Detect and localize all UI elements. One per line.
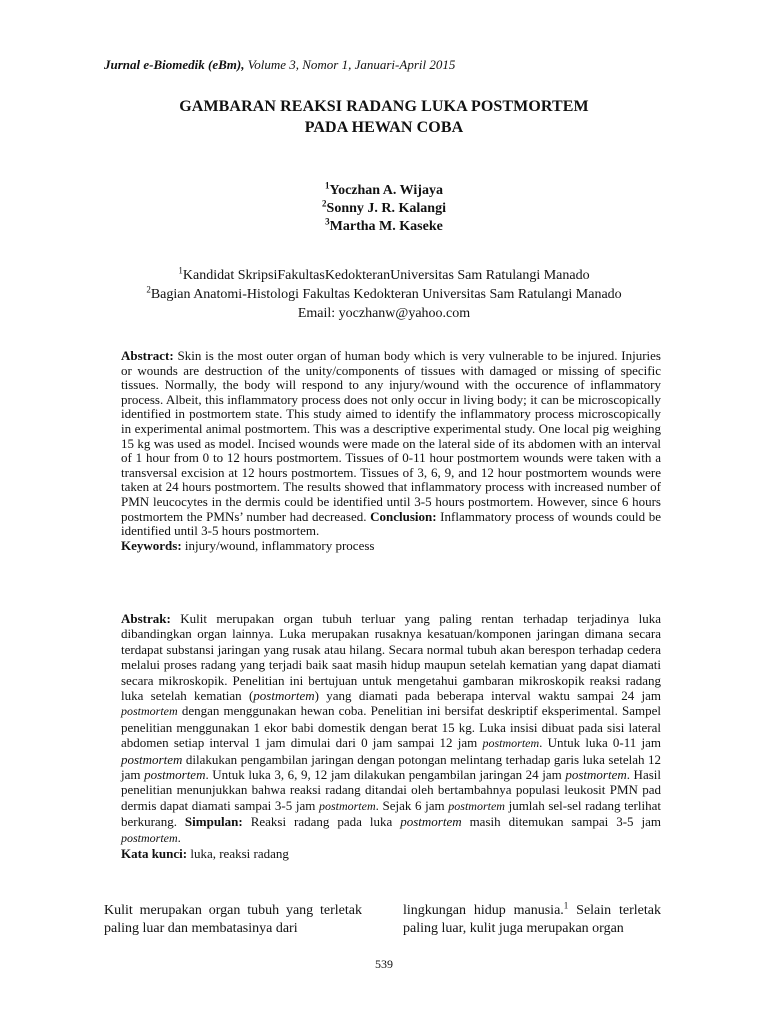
journal-header bbox=[104, 57, 455, 73]
simpulan-label: Simpulan: bbox=[184, 814, 243, 830]
abstract-english bbox=[121, 349, 661, 553]
email: Email: yoczhanw@yahoo.com bbox=[297, 306, 471, 321]
keywords-label: Keywords: bbox=[121, 537, 182, 553]
kata-kunci: Kata kunci: luka, reaksi radang bbox=[121, 846, 289, 862]
author: $^2$Sonny J. R. Kalangi bbox=[322, 198, 446, 216]
abstract-body: Abstract: Skin is the most outer organ of human body which is very vulnerable to be injured. Injuries or wounds are destruction of the unity/components of tissues with damaged or missing of specific tissues. Normally, the body will respond to any injury/wound with the occurence of inflammatory process. Albeit, this inflammatory process does not only occur in living body; it can be microscopically identified in postmortem state. This study aimed to identify the inflammatory process microscopically in experimental animal postmortem. This was a descriptive experimental study. One local pig weighing 15 kg was used as model. Incised wounds were made on the lateral side of its abdomen with an interval of 1 hour from 0 to 12 hours postmortem. Tissues of 0-11 hour postmortem wounds were taken with a transversal excision at 12 hours postmortem. Tissues of 3, 6, 9, and 12 hour postmortem wounds were taken at 24 hours postmortem. The results showed that inflammatory process with increased number of PMN leucocytes in the dermis could be identified until 3-5 hours postmortem. However, since 6 hours postmortem the PMNs’ number had decreased. Conclusion: Inflammatory process of wounds could be identified until 3-5 hours postmortem. bbox=[121, 348, 662, 539]
paper-title bbox=[0, 96, 768, 138]
author: $^1$Yoczhan A. Wijaya bbox=[325, 180, 443, 198]
journal-issue: Volume 3, Nomor 1, Januari-April 2015 bbox=[244, 57, 456, 72]
abstract-label: Abstract: bbox=[121, 348, 174, 363]
abstract-indonesian bbox=[121, 611, 661, 862]
page-number: 539 bbox=[375, 957, 393, 971]
body-column-left: Kulit merupakan organ tubuh yang terletak paling luar dan membatasinya dari bbox=[104, 903, 362, 936]
author: $^3$Martha M. Kaseke bbox=[325, 216, 443, 234]
abstrak-label: Abstrak: bbox=[121, 611, 171, 626]
affiliation: $^2$Bagian Anatomi-Histologi Fakultas Kedokteran Universitas Sam Ratulangi Manado bbox=[146, 284, 622, 302]
conclusion-label: Conclusion: bbox=[370, 508, 437, 524]
title-line-1: GAMBARAN REAKSI RADANG LUKA POSTMORTEM bbox=[179, 98, 589, 115]
journal-name: Jurnal e-Biomedik (eBm), bbox=[104, 57, 245, 72]
affiliations bbox=[0, 266, 768, 323]
kata-kunci-label: Kata kunci: bbox=[121, 846, 188, 862]
body-column-right: lingkungan hidup manusia.$^1$ Selain terletak paling luar, kulit juga merupakan organ bbox=[403, 900, 661, 936]
affiliation: $^1$Kandidat SkripsiFakultasKedokteranUniversitas Sam Ratulangi Manado bbox=[178, 265, 590, 283]
abstrak-body: Abstrak: Kulit merupakan organ tubuh terluar yang paling rentan terhadap terjadinya luka dibandingkan organ lainnya. Luka merupakan rusaknya kesatuan/komponen jaringan dimana secara terdapat substansi jaringan yang rusak atau hilang. Secara normal tubuh akan berespon terhadap cedera melalui proses radang yang terjadi baik saat masih hidup maupun setelah kematian yang dapat diamati secara mikroskopik. Penelitian ini bertujuan untuk mengetahui gambaran mikroskopik reaksi radang luka setelah kematian (postmortem) yang diamati pada beberapa interval waktu sampai 24 jam postmortem dengan menggunakan hewan coba. Penelitian ini bersifat deskriptif eksperimental. Sampel penelitian menggunakan 1 ekor babi domestik dengan berat 15 kg. Luka insisi dibuat pada sisi lateral abdomen setiap interval 1 jam dimulai dari 0 jam sampai 12 jam postmortem. Untuk luka 0-11 jam postmortem dilakukan pengambilan jaringan dengan potongan melintang terhadap garis luka setelah 12 jam postmortem. Untuk luka 3, 6, 9, 12 jam dilakukan pengambilan jaringan 24 jam postmortem. Hasil penelitian menunjukkan bahwa reaksi radang ditandai oleh bertambahnya populasi leukosit PMN pad dermis dapat diamati sampai 3-5 jam postmortem. Sejak 6 jam postmortem jumlah sel-sel radang terlihat berkurang. Simpulan: Reaksi radang pada luka postmortem masih ditemukan sampai 3-5 jam postmortem. bbox=[121, 611, 662, 845]
author-list bbox=[0, 182, 768, 236]
keywords: Keywords: injury/wound, inflammatory process bbox=[121, 537, 375, 553]
title-line-2: PADA HEWAN COBA bbox=[304, 119, 464, 136]
